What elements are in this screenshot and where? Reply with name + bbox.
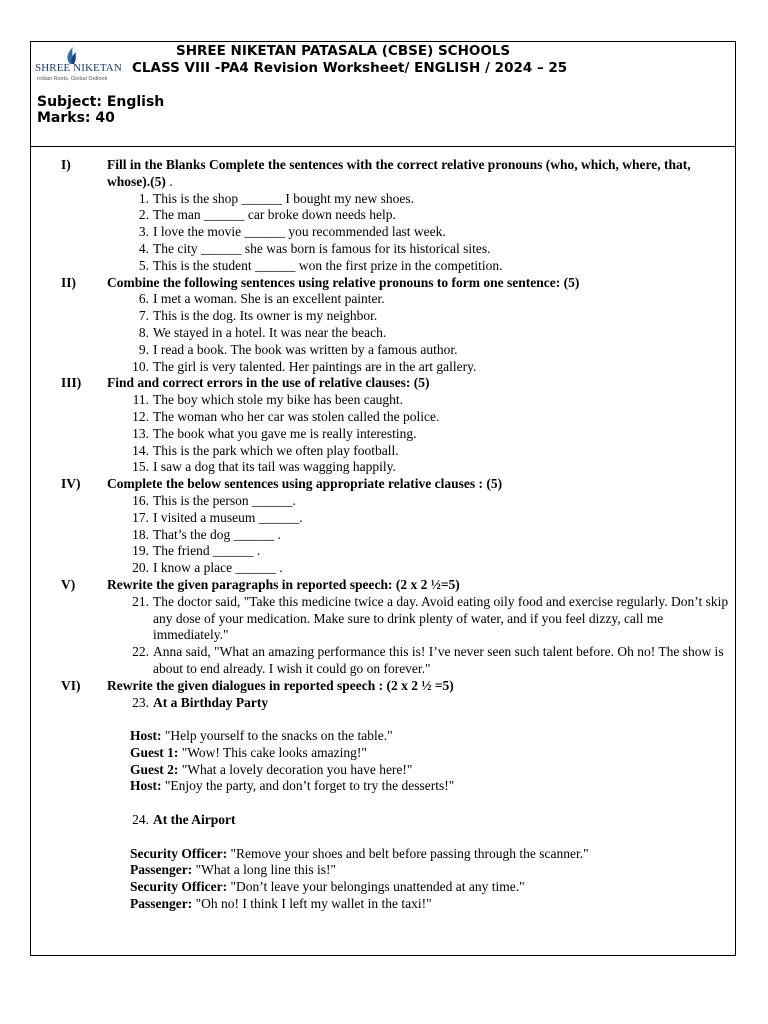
dialogue-text: "Wow! This cake looks amazing!" bbox=[178, 744, 367, 760]
dialogue-line bbox=[130, 846, 725, 863]
dialogue-heading bbox=[132, 812, 729, 829]
section-title: Find and correct errors in the use of relative clauses: (5) bbox=[107, 375, 430, 391]
question-item bbox=[138, 324, 729, 342]
question-text: That’s the dog ______ . bbox=[153, 526, 281, 542]
dialogue-line bbox=[130, 879, 725, 896]
dialogue-line bbox=[130, 896, 725, 913]
section-title: Complete the below sentences using appropriate relative clauses : (5) bbox=[107, 476, 503, 492]
question-number: 19. bbox=[132, 543, 149, 559]
question-text: I read a book. The book was written by a famous author. bbox=[153, 341, 458, 357]
question-number: 12. bbox=[132, 408, 149, 424]
dialogue-line bbox=[130, 862, 725, 879]
question-number: 21. bbox=[132, 593, 149, 609]
dialogue-text: "Don’t leave your belongings unattended at any time." bbox=[227, 879, 525, 895]
section-3 bbox=[31, 375, 735, 476]
question-text: The boy which stole my bike has been caught. bbox=[153, 392, 404, 408]
question-item bbox=[132, 425, 729, 443]
question-number: 10. bbox=[132, 358, 149, 374]
dialogue-text: "Remove your shoes and belt before passing through the scanner." bbox=[227, 845, 589, 861]
question-text: We stayed in a hotel. It was near the beach. bbox=[153, 324, 387, 340]
question-text: Anna said, "What an amazing performance this is! I’ve never seen such talent before. Oh no! The show is about to end already. I wish it could go on forever." bbox=[153, 644, 724, 676]
question-text: I know a place ______ . bbox=[153, 560, 283, 576]
question-item bbox=[138, 341, 729, 359]
question-text: This is the person ______. bbox=[153, 492, 296, 508]
section-6 bbox=[31, 678, 735, 913]
question-text: The doctor said, "Take this medicine twice a day. Avoid eating oily food and exercise regularly. Don’t skip any dose of your medication. Make sure to drink plenty of water, and if you feel dizzy, call me immediately." bbox=[153, 593, 729, 643]
dialogue-line bbox=[130, 778, 725, 795]
question-text: This is the park which we often play football. bbox=[153, 442, 399, 458]
question-number: 4. bbox=[138, 240, 149, 256]
question-item bbox=[132, 560, 729, 577]
question-item bbox=[138, 190, 729, 208]
dialogue-title: At the Airport bbox=[153, 812, 236, 828]
question-item bbox=[138, 240, 729, 258]
question-item bbox=[132, 442, 729, 460]
question-number: 17. bbox=[132, 509, 149, 525]
section-title bbox=[107, 157, 705, 191]
question-text: I visited a museum ______. bbox=[153, 509, 303, 525]
speaker-label: Guest 2: bbox=[130, 761, 179, 777]
question-text: I saw a dog that its tail was wagging happily. bbox=[153, 459, 396, 475]
question-item bbox=[132, 459, 729, 476]
question-item bbox=[138, 224, 729, 241]
school-title: SHREE NIKETAN PATASALA (CBSE) SCHOOLS bbox=[176, 43, 511, 59]
question-number: 3. bbox=[138, 224, 149, 240]
dialogue-text: "Help yourself to the snacks on the table." bbox=[161, 728, 393, 744]
school-logo bbox=[35, 46, 131, 84]
section-number: VI) bbox=[61, 677, 81, 693]
question-text: The woman who her car was stolen called the police. bbox=[153, 408, 440, 424]
question-number: 1. bbox=[138, 190, 149, 206]
speaker-label: Host: bbox=[130, 728, 162, 744]
dialogue-text: "Oh no! I think I left my wallet in the taxi!" bbox=[192, 896, 432, 912]
question-text: I love the movie ______ you recommended last week. bbox=[153, 224, 446, 240]
logo-name: SHREE NIKETAN bbox=[35, 62, 122, 74]
worksheet-content bbox=[31, 157, 735, 913]
question-number: 6. bbox=[138, 291, 149, 307]
section-number: IV) bbox=[61, 476, 81, 492]
question-number: 18. bbox=[132, 526, 149, 542]
question-number: 20. bbox=[132, 560, 149, 576]
question-item bbox=[132, 358, 729, 376]
section-4 bbox=[31, 476, 735, 577]
question-number: 23. bbox=[132, 694, 149, 710]
question-text: The friend ______ . bbox=[153, 543, 261, 559]
logo-tagline: Indian Roots, Global Outlook bbox=[37, 76, 108, 82]
section-number: V) bbox=[61, 576, 76, 592]
section-number: II) bbox=[61, 274, 77, 290]
question-item bbox=[138, 308, 729, 325]
question-number: 22. bbox=[132, 644, 149, 660]
question-text: I met a woman. She is an excellent painter. bbox=[153, 291, 385, 307]
section-2 bbox=[31, 275, 735, 376]
question-number: 13. bbox=[132, 425, 149, 441]
speaker-label: Host: bbox=[130, 778, 162, 794]
dialogue-line bbox=[130, 728, 725, 745]
question-number: 2. bbox=[138, 207, 149, 223]
question-item bbox=[138, 207, 729, 224]
question-number: 11. bbox=[132, 392, 149, 408]
section-number: I) bbox=[61, 157, 71, 172]
worksheet-page bbox=[30, 41, 736, 956]
question-text: The book what you gave me is really interesting. bbox=[153, 425, 417, 441]
question-item bbox=[132, 492, 729, 510]
question-item bbox=[132, 408, 729, 426]
question-item bbox=[132, 509, 729, 527]
dialogue-heading bbox=[132, 694, 729, 712]
section-title-tail: . bbox=[165, 173, 173, 189]
question-text: The man ______ car broke down needs help. bbox=[153, 207, 396, 223]
dialogue-text: "What a long line this is!" bbox=[192, 862, 336, 878]
speaker-label: Passenger: bbox=[130, 862, 193, 878]
dialogue-line bbox=[130, 762, 725, 779]
question-item bbox=[138, 291, 729, 308]
header-divider bbox=[31, 146, 735, 147]
speaker-label: Guest 1: bbox=[130, 744, 179, 760]
worksheet-title: CLASS VIII -PA4 Revision Worksheet/ ENGLISH / 2024 – 25 bbox=[132, 60, 568, 76]
section-title: Rewrite the given dialogues in reported speech : (2 x 2 ½ =5) bbox=[107, 677, 454, 693]
question-number: 5. bbox=[138, 257, 149, 273]
question-number: 24. bbox=[132, 812, 149, 828]
question-item bbox=[132, 543, 729, 560]
question-number: 7. bbox=[138, 308, 149, 324]
question-text: This is the shop ______ I bought my new shoes. bbox=[153, 190, 414, 206]
speaker-label: Security Officer: bbox=[130, 879, 228, 895]
section-title: Combine the following sentences using relative pronouns to form one sentence: (5) bbox=[107, 274, 580, 290]
speaker-label: Security Officer: bbox=[130, 845, 228, 861]
dialogue-line bbox=[130, 745, 725, 762]
question-item bbox=[132, 526, 729, 544]
question-number: 15. bbox=[132, 459, 149, 475]
question-text: This is the dog. Its owner is my neighbor. bbox=[153, 308, 378, 324]
question-number: 16. bbox=[132, 492, 149, 508]
question-item bbox=[138, 257, 729, 275]
question-number: 14. bbox=[132, 442, 149, 458]
question-text: The girl is very talented. Her paintings are in the art gallery. bbox=[153, 358, 477, 374]
section-number: III) bbox=[61, 375, 82, 391]
section-title-text: Fill in the Blanks Complete the sentences with the correct relative pronouns (who, which, where, that, whose).(5) bbox=[107, 157, 691, 189]
subject-line: Subject: English bbox=[37, 94, 165, 110]
question-text: The city ______ she was born is famous for its historical sites. bbox=[153, 240, 491, 256]
section-1 bbox=[31, 157, 735, 275]
section-title: Rewrite the given paragraphs in reported speech: (2 x 2 ½=5) bbox=[107, 576, 460, 592]
dialogue-text: "Enjoy the party, and don’t forget to try the desserts!" bbox=[161, 778, 455, 794]
question-text: This is the student ______ won the first prize in the competition. bbox=[153, 257, 503, 273]
question-item bbox=[132, 392, 729, 409]
dialogue-title: At a Birthday Party bbox=[153, 694, 269, 710]
question-item bbox=[132, 593, 729, 644]
marks-line: Marks: 40 bbox=[37, 110, 115, 126]
speaker-label: Passenger: bbox=[130, 896, 193, 912]
dialogue-text: "What a lovely decoration you have here!" bbox=[178, 761, 413, 777]
question-number: 9. bbox=[138, 341, 149, 357]
section-5 bbox=[31, 577, 735, 678]
question-item bbox=[132, 644, 729, 678]
question-number: 8. bbox=[138, 324, 149, 340]
